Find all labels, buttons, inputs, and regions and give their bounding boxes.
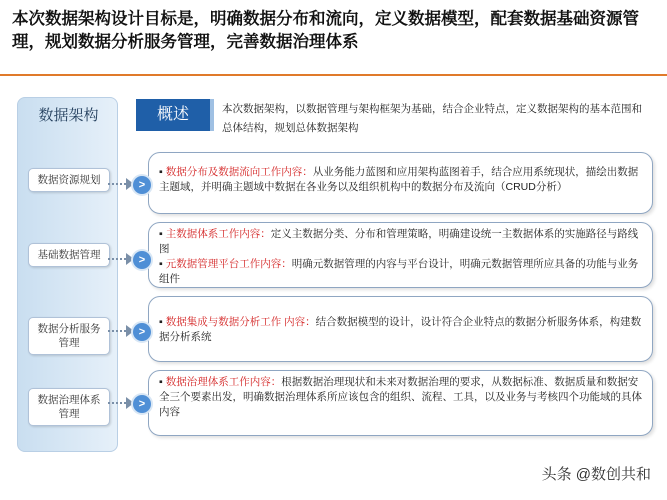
left-item-governance: 数据治理体系管理 (28, 388, 110, 426)
detail-box-distribution (148, 152, 653, 214)
arrow-icon (108, 325, 134, 337)
chevron-right-icon: > (133, 323, 151, 341)
bullet-icon: ▪ (159, 316, 163, 328)
detail-text: 结合数据模型的设计，设计符合企业特点的数据分析服务体系，构建数据分析系统 (159, 316, 642, 343)
overview-box (136, 99, 654, 139)
detail-text: 从业务能力蓝图和应用架构蓝图着手，结合应用系统现状，描绘出数据主题域，并明确主题域中数据在各业务以及组织机构中的数据分布及流向（CRUD分析） (159, 166, 639, 193)
page-title: 本次数据架构设计目标是，明确数据分布和流向，定义数据模型，配套数据基础资源管理，规划数据分析服务管理，完善数据治理体系 (12, 10, 639, 51)
detail-highlight: 数据集成与数据分析工作 内容： (165, 316, 316, 328)
chevron-right-icon: > (133, 251, 151, 269)
bullet-icon: ▪ (159, 258, 163, 270)
overview-text: 本次数据架构，以数据管理与架构框架为基础，结合企业特点，定义数据架构的基本范围和总体结构，规划总体数据架构 (222, 103, 642, 134)
arrow-icon (108, 253, 134, 265)
detail-bullet (159, 375, 642, 420)
title-divider (0, 74, 667, 76)
chevron-right-icon: > (133, 395, 151, 413)
detail-highlight: 数据分布及数据流向工作内容： (165, 166, 313, 178)
bullet-icon: ▪ (159, 228, 163, 240)
detail-bullet (159, 227, 642, 257)
arrow-icon (108, 397, 134, 409)
overview-label: 概述 (136, 99, 214, 131)
left-panel (17, 97, 118, 452)
left-panel-heading: 数据架构 (38, 107, 99, 124)
left-item-resource-planning: 数据资源规划 (28, 168, 110, 192)
detail-text: 定义主数据分类、分布和管理策略，明确建设统一主数据体系的实施路径与路线图 (159, 228, 639, 255)
detail-text: 明确元数据管理的内容与平台设计，明确元数据管理所应具备的功能与业务组件 (159, 258, 639, 285)
detail-box-analysis (148, 296, 653, 362)
detail-text: 根据数据治理现状和未来对数据治理的要求，从数据标准、数据质量和数据安全三个要素出发，明确数据治理体系所应该包含的组织、流程、工具，以及业务与考核四个功能域的具体内容 (159, 376, 642, 418)
left-item-analysis-service: 数据分析服务管理 (28, 317, 110, 355)
detail-highlight: 元数据管理平台工作内容： (165, 258, 292, 270)
bullet-icon: ▪ (159, 166, 163, 178)
detail-box-governance (148, 370, 653, 436)
detail-highlight: 数据治理体系工作内容： (165, 376, 282, 388)
chevron-right-icon: > (133, 176, 151, 194)
detail-bullet (159, 315, 642, 345)
detail-highlight: 主数据体系工作内容： (165, 228, 271, 240)
arrow-icon (108, 178, 134, 190)
watermark: 头条 @数创共和 (541, 466, 651, 483)
detail-box-master-data (148, 222, 653, 288)
left-item-basic-data: 基础数据管理 (28, 243, 110, 267)
detail-bullet (159, 257, 642, 287)
detail-bullet (159, 165, 642, 195)
bullet-icon: ▪ (159, 376, 163, 388)
